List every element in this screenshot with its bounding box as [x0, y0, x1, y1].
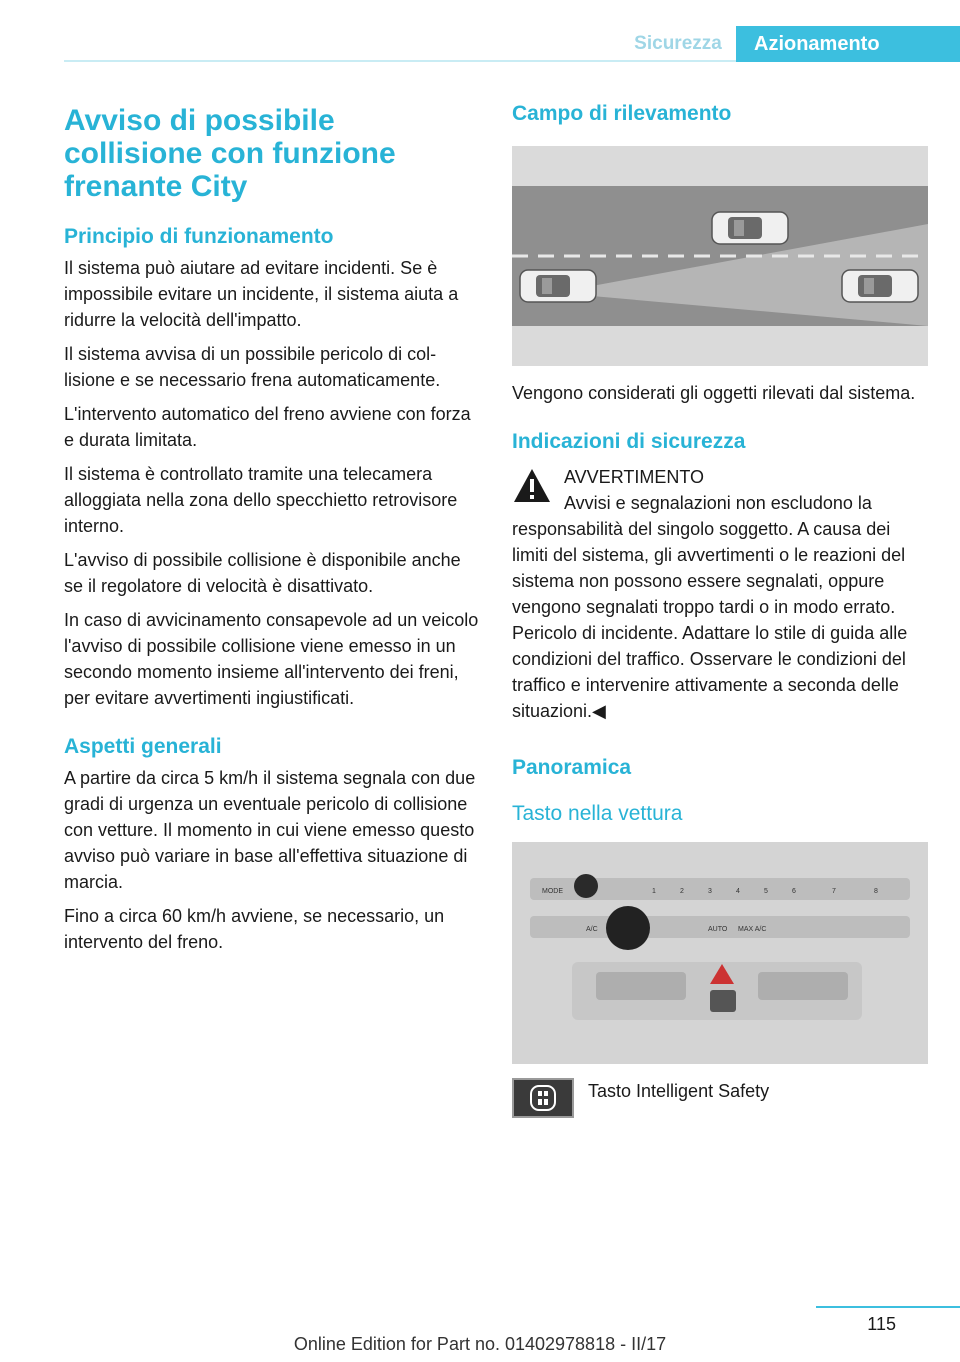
dashboard-photo [512, 842, 928, 1064]
header-chapter-tab: Azionamento [736, 26, 960, 62]
preset-label: 3 [708, 888, 712, 895]
detection-range-caption: Vengono considerati gli oggetti rilevati dal sistema. [512, 383, 916, 403]
paragraph: In caso di avvicinamento consapevole ad un veicolo l'avviso di possibile collisione viene emesso in un secondo momento insieme all'intervento dei freni, per evitare avvertimenti ingiustificati. [64, 610, 479, 708]
paragraph: L'avviso di possibile collisione è disponibile anche se il regolatore di velocità è disattivato. [64, 550, 461, 596]
detection-range-figure [512, 146, 928, 366]
intelligent-safety-button [710, 990, 736, 1012]
warning-triangle-icon [512, 466, 552, 506]
left-column [64, 104, 480, 963]
warning-first-line: Avvisi e segnalazioni non escludono la [564, 493, 872, 513]
paragraph: Fino a circa 60 km/h avviene, se necessario, un intervento del freno. [64, 906, 445, 952]
car-icon [842, 270, 918, 302]
temperature-knob [606, 906, 650, 950]
heading-general: Aspetti generali [64, 735, 222, 758]
heading-detection-range: Campo di rilevamento [512, 102, 732, 125]
page-number: 115 [867, 1314, 896, 1334]
intelligent-safety-label: Tasto Intelligent Safety [588, 1081, 770, 1101]
preset-label: 6 [792, 888, 796, 895]
climate-control-panel-illustration [512, 842, 928, 1064]
paragraph: Il sistema è controllato tramite una telecamera alloggiata nella zona dello specchietto retrovisore interno. [64, 464, 458, 536]
intelligent-safety-key-icon [512, 1078, 574, 1118]
warning-block [512, 464, 928, 724]
header-section: Sicurezza [634, 33, 722, 54]
preset-label: 1 [652, 888, 656, 895]
ac-label: A/C [586, 926, 598, 933]
paragraph: Il sistema avvisa di un possibile pericolo di collisione e se necessario frena automaticamente. [64, 344, 441, 390]
volume-knob [574, 874, 598, 898]
heading-safety: Indicazioni di sicurezza [512, 430, 746, 453]
detection-range-illustration [512, 146, 928, 366]
preset-label: 5 [764, 888, 768, 895]
mode-label: MODE [542, 888, 563, 895]
preset-label: 7 [832, 888, 836, 895]
auto-label: AUTO [708, 926, 728, 933]
footer-rule [816, 1306, 960, 1308]
preset-label: 4 [736, 888, 740, 895]
warning-title: AVVERTIMENTO [564, 467, 705, 487]
heading-principle: Principio di funzionamento [64, 225, 334, 248]
paragraph: Il sistema può aiutare ad evitare incidenti. Se è impossibile evitare un incidente, il sistema aiuta a ridurre la velocità dell'impatto. [64, 258, 459, 330]
car-icon [712, 212, 788, 244]
edition-footer: Online Edition for Part no. 01402978818 - II/17 [293, 1334, 667, 1354]
preset-label: 8 [874, 888, 878, 895]
heading-button-in-car: Tasto nella vettura [512, 802, 683, 825]
paragraph: L'intervento automatico del freno avviene con forza e durata limitata. [64, 404, 471, 450]
max-ac-label: MAX A/C [738, 926, 767, 933]
button-legend [512, 1078, 928, 1126]
page-title: Avviso di possibile collisione con funzione frenante City [64, 104, 396, 203]
right-column [512, 100, 928, 1126]
preset-label: 2 [680, 888, 684, 895]
heading-overview: Panoramica [512, 756, 632, 779]
car-icon [520, 270, 596, 302]
paragraph: A partire da circa 5 km/h il sistema segnala con due gradi di urgenza un eventuale pericolo di collisione con vetture. Il momento in cui viene emesso questo avviso può variare in base all'effettiva situazione di marcia. [64, 768, 476, 892]
warning-body: responsabilità del singolo soggetto. A causa dei limiti del sistema, gli avvertimenti o le reazioni del sistema non possono essere segnalati, oppure vengono segnalati troppo tardi o in modo errato. Pericolo di incidente. Adattare lo stile di guida alle condizioni del traffico. Osservare le condizioni del traffico e intervenire attivamente a seconda delle situazioni.◀ [512, 519, 908, 721]
